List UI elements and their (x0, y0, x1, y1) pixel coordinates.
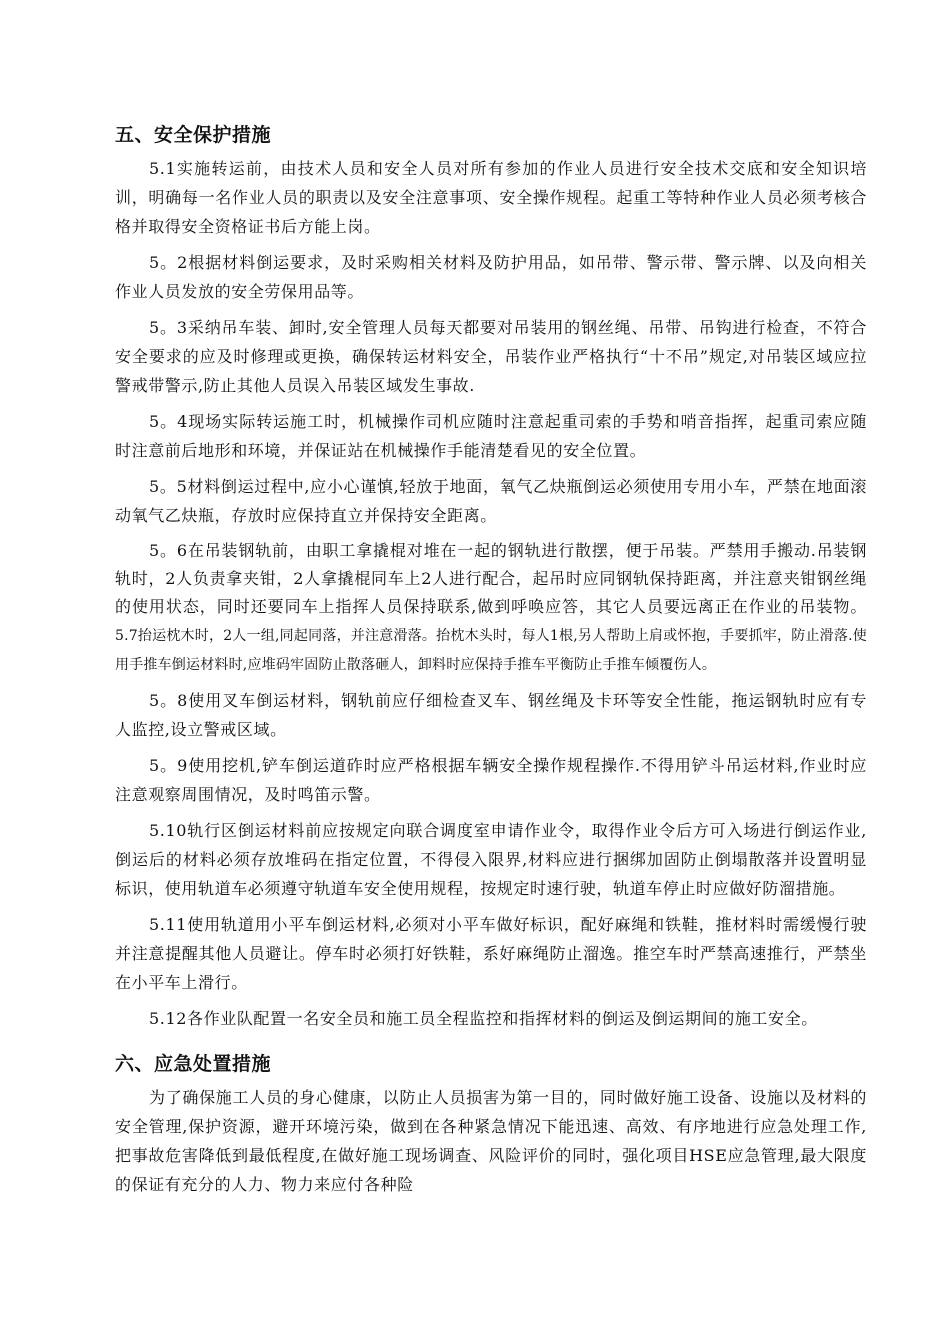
paragraph-5-6 (115, 537, 867, 679)
paragraph-5-8: 5。8使用叉车倒运材料，钢轨前应仔细检查叉车、钢丝绳及卡环等安全性能，拖运钢轨时应有专人监控,设立警戒区域。 (115, 691, 867, 739)
paragraph-5-6-text: 5。6在吊装钢轨前，由职工拿撬棍对堆在一起的钢轨进行散摆，便于吊装。严禁用手搬动.吊装钢轨时，2人负责拿夹钳，2人拿撬棍同车上2人进行配合，起吊时应同钢轨保持距离，并注意夹钳钢丝绳的使用状态，同时还要同车上指挥人员保持联系,做到呼唤应答，其它人员要远离正在作业的吊装物。 (115, 541, 867, 616)
document-page (115, 120, 867, 1206)
paragraph-6-intro: 为了确保施工人员的身心健康，以防止人员损害为第一目的，同时做好施工设备、设施以及材料的安全管理,保护资源，避开环境污染，做到在各种紧急情况下能迅速、高效、有序地进行应急处理工作,把事故危害降低到最低程度,在做好施工现场调查、风险评价的同时，强化项目HSE应急管理,最大限度的保证有充分的人力、物力来应付各种险 (115, 1088, 867, 1194)
paragraph-5-4: 5。4现场实际转运施工时，机械操作司机应随时注意起重司索的手势和哨音指挥，起重司索应随时注意前后地形和环境，并保证站在机械操作手能清楚看见的安全位置。 (115, 412, 867, 460)
section-5-heading: 五、安全保护措施 (115, 124, 272, 146)
paragraph-5-1: 5.1实施转运前，由技术人员和安全人员对所有参加的作业人员进行安全技术交底和安全知识培训，明确每一名作业人员的职责以及安全注意事项、安全操作规程。起重工等特种作业人员必须考核合格并取得安全资格证书后方能上岗。 (115, 159, 867, 236)
paragraph-5-10: 5.10轨行区倒运材料前应按规定向联合调度室申请作业令，取得作业令后方可入场进行倒运作业,倒运后的材料必须存放堆码在指定位置，不得侵入限界,材料应进行捆绑加固防止倒塌散落并设置明显标识，使用轨道车必须遵守轨道车安全使用规程，按规定时速行驶，轨道车停止时应做好防溜措施。 (115, 821, 867, 898)
paragraph-5-2: 5。2根据材料倒运要求，及时采购相关材料及防护用品，如吊带、警示带、警示牌、以及向相关作业人员发放的安全劳保用品等。 (115, 253, 867, 301)
paragraph-5-11: 5.11使用轨道用小平车倒运材料,必须对小平车做好标识，配好麻绳和铁鞋，推材料时需缓慢行驶并注意提醒其他人员避让。停车时必须打好铁鞋，系好麻绳防止溜逸。推空车时严禁高速推行，严禁坐在小平车上滑行。 (115, 915, 867, 992)
paragraph-5-3: 5。3采纳吊车装、卸时,安全管理人员每天都要对吊装用的钢丝绳、吊带、吊钩进行检查，不符合安全要求的应及时修理或更换，确保转运材料安全，吊装作业严格执行“十不吊”规定,对吊装区域应拉警戒带警示,防止其他人员误入吊装区域发生事故. (115, 318, 867, 395)
paragraph-5-5: 5。5材料倒运过程中,应小心谨慎,轻放于地面，氧气乙炔瓶倒运必须使用专用小车，严禁在地面滚动氧气乙炔瓶，存放时应保持直立并保持安全距离。 (115, 477, 867, 525)
section-6-heading: 六、应急处置措施 (115, 1053, 272, 1075)
paragraph-5-12: 5.12各作业队配置一名安全员和施工员全程监控和指挥材料的倒运及倒运期间的施工安全。 (149, 1009, 818, 1028)
paragraph-5-9: 5。9使用挖机,铲车倒运道砟时应严格根据车辆安全操作规程操作.不得用铲斗吊运材料,作业时应注意观察周围情况，及时鸣笛示警。 (115, 756, 867, 804)
paragraph-5-7-text: 5.7抬运枕木时，2人一组,同起同落，并注意滑落。抬枕木头时，每人1根,另人帮助上肩或怀抱，手要抓牢，防止滑落.使用手推车倒运材料时,应堆码牢固防止散落砸人，卸料时应保持手推车平衡防止手推车倾覆伤人。 (115, 628, 867, 673)
